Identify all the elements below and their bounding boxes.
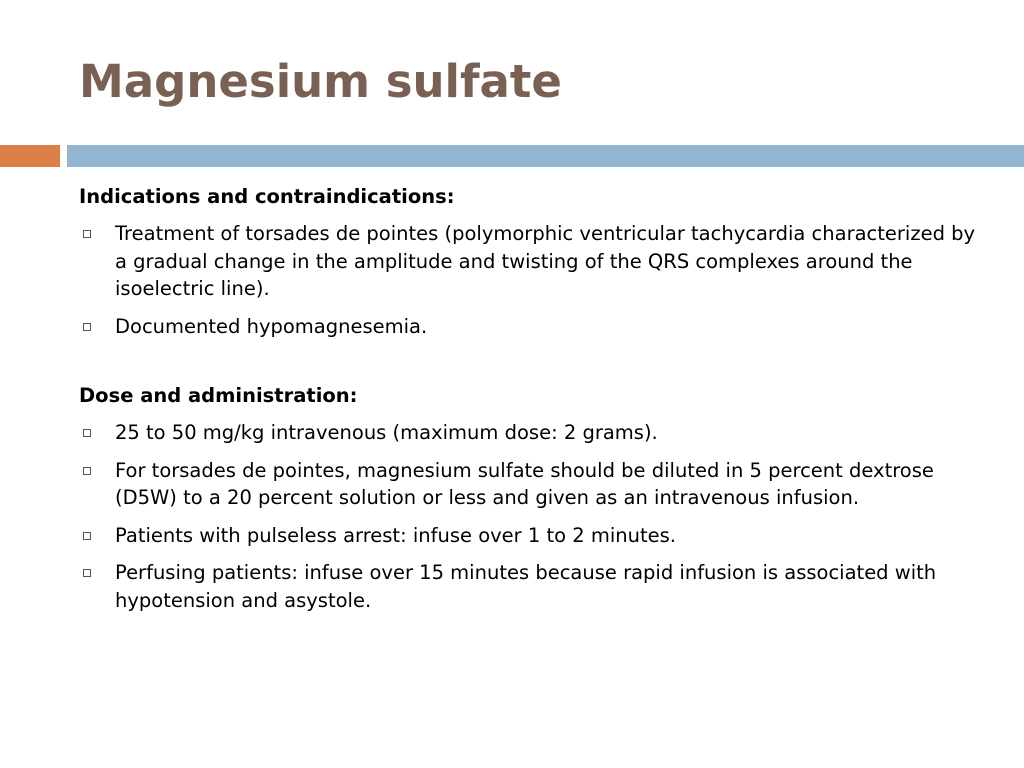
list-item-text: 25 to 50 mg/kg intravenous (maximum dose: 2 grams).: [115, 421, 658, 444]
list-item: [79, 457, 979, 512]
section-spacer: [79, 340, 979, 382]
list-item-text: Treatment of torsades de pointes (polymorphic ventricular tachycardia characterized by a gradual change in the amplitude and twisting of the QRS complexes around the isoelectric line).: [115, 222, 976, 300]
list-item: [79, 559, 979, 614]
bullet-square-icon: [83, 230, 91, 238]
dose-list: [79, 419, 979, 614]
slide-body: [79, 183, 979, 614]
list-item: [79, 220, 979, 303]
section-indications: [79, 183, 979, 340]
accent-bar-blue: [67, 145, 1024, 167]
bullet-square-icon: [83, 569, 91, 577]
list-item-text: Patients with pulseless arrest: infuse over 1 to 2 minutes.: [115, 523, 677, 547]
bullet-square-icon: [83, 467, 91, 475]
bullet-square-icon: [83, 429, 91, 437]
slide-title: Magnesium sulfate: [79, 55, 562, 108]
indications-list: [79, 220, 979, 340]
bullet-square-icon: [83, 532, 91, 540]
accent-bar-orange: [0, 145, 60, 167]
list-item-text: Documented hypomagnesemia.: [115, 314, 428, 338]
list-item: [79, 419, 979, 447]
section-heading-dose: Dose and administration:: [79, 384, 358, 407]
section-heading-indications: Indications and contraindications:: [79, 185, 455, 208]
list-item-text: For torsades de pointes, magnesium sulfate should be diluted in 5 percent dextrose (D5W) to a 20 percent solution or less and given as an intravenous infusion.: [115, 458, 934, 509]
section-dose: [79, 382, 979, 614]
list-item-text: Perfusing patients: infuse over 15 minutes because rapid infusion is associated with hypotension and asystole.: [115, 561, 937, 612]
list-item: [79, 313, 979, 341]
bullet-square-icon: [83, 323, 91, 331]
list-item: [79, 522, 979, 550]
